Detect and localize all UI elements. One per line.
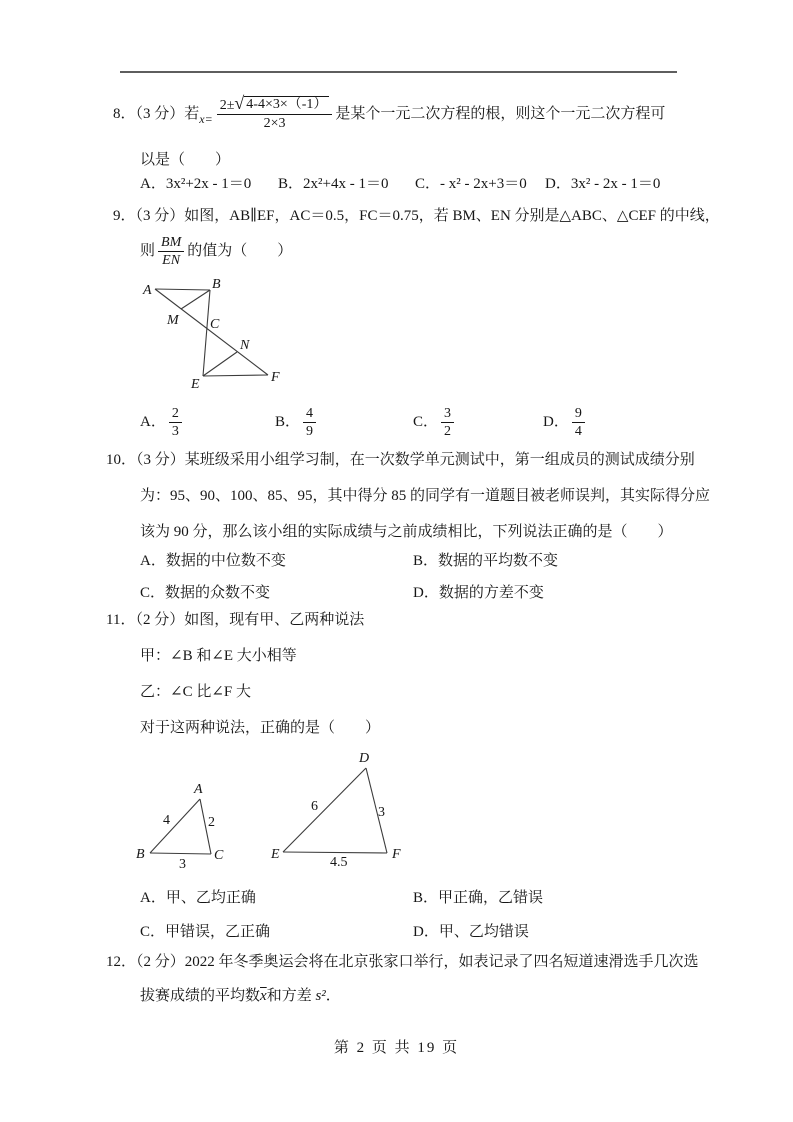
q11-option-c: C．甲错误，乙正确 [140, 924, 271, 940]
q11-side-df: 3 [378, 805, 385, 820]
q11-label-F: F [392, 847, 401, 862]
q9-option-c: C． $\frac{3}{2}$ [413, 400, 457, 444]
question-10-line1: 10．（3 分）某班级采用小组学习制，在一次数学单元测试中，第一组成员的测试成绩分别 [106, 452, 695, 468]
q9-label-M: M [167, 313, 179, 328]
question-8-line2: 以是（ ） [140, 152, 231, 168]
q9-label-E: E [191, 377, 200, 392]
q9-line2-prefix: 则 [140, 243, 156, 259]
question-10-line3: 该为 90 分，那么该小组的实际成绩与之前成绩相比，下列说法正确的是（ ） [140, 524, 673, 540]
q9-label-A: A [143, 283, 152, 298]
q10-option-d: D．数据的方差不变 [413, 585, 544, 601]
q11-side-de: 6 [311, 799, 318, 814]
question-11-statement-jia: 甲：∠B 和∠E 大小相等 [140, 648, 297, 664]
q8-lead-text: 8．（3 分）若 [113, 106, 200, 122]
q11-option-b: B．甲正确，乙错误 [413, 890, 544, 906]
s-squared-symbol: s² [315, 988, 326, 1004]
q11-label-E: E [271, 847, 280, 862]
q11-label-D: D [359, 751, 370, 766]
question-8-line1 [113, 86, 665, 142]
q10-option-a: A．数据的中位数不变 [140, 553, 286, 569]
q10-option-b: B．数据的平均数不变 [413, 553, 559, 569]
q9-option-c-label: C． [413, 414, 439, 430]
question-9-line1: 9．（3 分）如图，AB∥EF，AC＝0.5，FC＝0.75，若 BM、EN 分别是△ABC、△CEF 的中线， [113, 208, 720, 224]
q11-large-triangle-lines [283, 768, 387, 853]
question-11-statement-yi: 乙：∠C 比∠F 大 [140, 684, 251, 700]
radical-icon: √ [234, 93, 245, 113]
header-rule [120, 71, 677, 73]
q11-side-ac: 2 [208, 815, 215, 830]
q8-fraction [217, 93, 333, 132]
q8-x-equals: x= [199, 112, 213, 126]
q11-side-bc: 3 [179, 857, 186, 870]
q9-option-d: D． $\frac{9}{4}$ [543, 400, 588, 444]
q8-tail-text: 是某个一元二次方程的根，则这个一元二次方程可 [335, 106, 666, 122]
q12-line2-prefix: 拔赛成绩的平均数 [140, 988, 261, 1004]
q8-option-d: D．3x² - 2x - 1＝0 [545, 176, 661, 192]
question-10-line2: 为：95、90、100、85、95，其中得分 85 的同学有一道题目被老师误判，其实际得分应 [140, 488, 711, 504]
q9-figure-lines [155, 289, 268, 376]
q11-option-d: D．甲、乙均错误 [413, 924, 529, 940]
q9-geometry-figure [133, 276, 293, 401]
q9-option-b-label: B． [275, 414, 301, 430]
q11-option-a: A．甲、乙均正确 [140, 890, 256, 906]
q11-small-triangle-figure [133, 752, 238, 870]
q9-frac-num: BM [158, 234, 184, 252]
q12-line2-end: ． [325, 988, 341, 1004]
q9-label-F: F [271, 370, 280, 385]
q9-label-C: C [210, 317, 220, 332]
q11-label-B: B [136, 847, 145, 862]
q9-frac-den: EN [162, 252, 181, 268]
question-11-line4: 对于这两种说法，正确的是（ ） [140, 720, 381, 736]
q10-option-c: C．数据的众数不变 [140, 585, 271, 601]
q12-line2-mid: 和方差 [266, 988, 316, 1004]
q9-label-N: N [240, 338, 250, 353]
q8-option-b: B．2x²+4x - 1＝0 [278, 176, 389, 192]
x-bar-symbol: $\overline{x}$ [260, 988, 267, 1004]
q8-radicand: 4-4×3×（-1） [246, 97, 328, 112]
question-11-line1: 11．（2 分）如图，现有甲、乙两种说法 [106, 612, 365, 628]
q9-option-b: B． $\frac{4}{9}$ [275, 400, 319, 444]
question-12-line1: 12．（2 分）2022 年冬季奥运会将在北京张家口举行，如表记录了四名短道速滑选手几次选 [106, 954, 699, 970]
q11-label-A: A [194, 782, 203, 797]
q8-option-c: C．- x² - 2x+3＝0 [415, 176, 527, 192]
q11-large-triangle-figure [266, 746, 406, 868]
page-number-footer: 第 2 页 共 19 页 [333, 1040, 460, 1056]
q11-side-ab: 4 [163, 813, 170, 828]
question-9-line2 [140, 228, 292, 274]
q8-option-a: A．3x²+2x - 1＝0 [140, 176, 252, 192]
q9-line2-suffix: 的值为（ ） [187, 243, 293, 259]
q8-numerator-prefix: 2± [219, 98, 235, 113]
q9-option-a: A． $\frac{2}{3}$ [140, 400, 185, 444]
q11-side-ef: 4.5 [330, 855, 348, 868]
q9-option-d-label: D． [543, 414, 569, 430]
q8-denominator: 2×3 [263, 116, 286, 131]
q9-fraction [158, 234, 184, 269]
square-root [234, 93, 329, 113]
q9-label-B: B [212, 277, 221, 292]
q11-label-C: C [214, 848, 224, 863]
q11-small-triangle-lines [150, 799, 211, 854]
question-12-line2 [140, 986, 341, 1006]
q9-option-a-label: A． [140, 414, 166, 430]
